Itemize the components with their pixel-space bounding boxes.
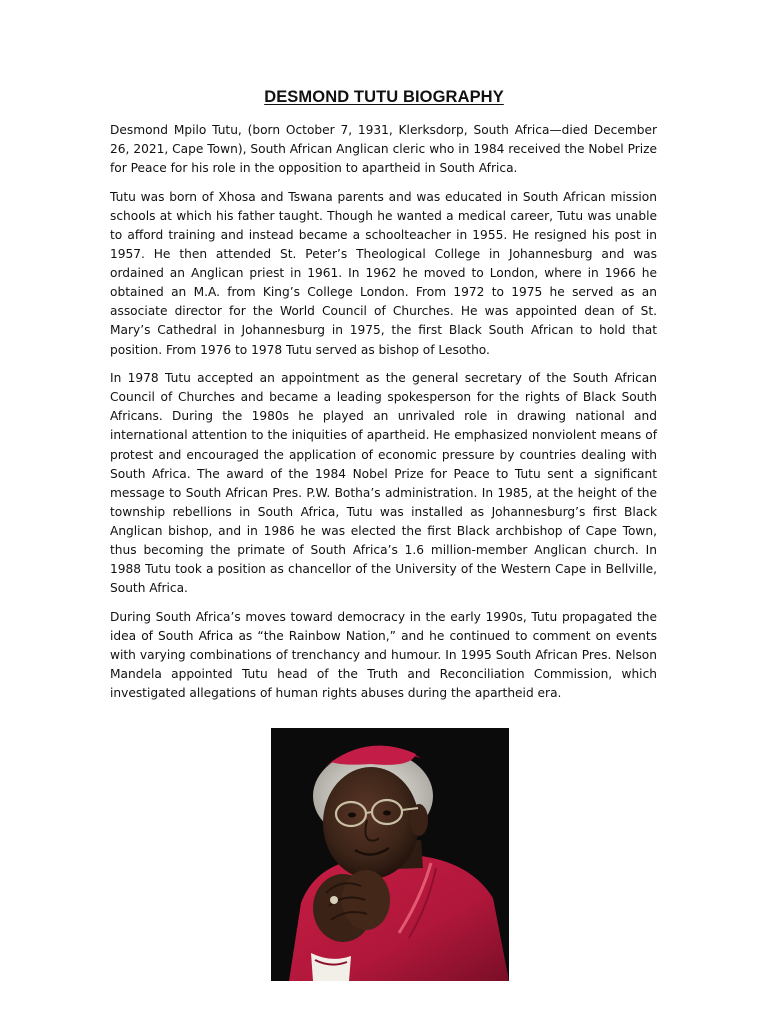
paragraph-early-life: Tutu was born of Xhosa and Tswana parents and was educated in South African mission schools at which his father taught. Though he wanted a medical career, Tutu was unable to afford training and instead became a schoolteacher in 1955. He resigned his post in 1957. He then attended St. Peter’s Theological College in Johannesburg and was ordained an Anglican priest in 1961. In 1962 he moved to London, where in 1966 he obtained an M.A. from King’s College London. From 1972 to 1975 he served as an associate director for the World Council of Churches. He was appointed dean of St. Mary’s Cathedral in Johannesburg in 1975, the first Black South African to hold that position. From 1976 to 1978 Tutu served as bishop of Lesotho. [110, 189, 657, 357]
document-title: DESMOND TUTU BIOGRAPHY [264, 88, 504, 106]
document-body [110, 121, 657, 713]
paragraph-activism: In 1978 Tutu accepted an appointment as the general secretary of the South African Council of Churches and became a leading spokesperson for the rights of Black South Africans. During the 1980s he played an unrivaled role in drawing national and international attention to the iniquities of apartheid. He emphasized nonviolent means of protest and encouraged the application of economic pressure by countries dealing with South Africa. The award of the 1984 Nobel Prize for Peace to Tutu sent a significant message to South African Pres. P.W. Botha’s administration. In 1985, at the height of the township rebellions in South Africa, Tutu was installed as Johannesburg’s first Black Anglican bishop, and in 1986 he was elected the first Black archbishop of Cape Town, thus becoming the primate of South Africa’s 1.6 million-member Anglican church. In 1988 Tutu took a position as chancellor of the University of the Western Cape in Bellville, South Africa. [110, 371, 657, 596]
paragraph-democracy: During South Africa’s moves toward democracy in the early 1990s, Tutu propagated the idea of South Africa as “the Rainbow Nation,” and he continued to comment on events with varying combinations of trenchancy and humour. In 1995 South African Pres. Nelson Mandela appointed Tutu head of the Truth and Reconciliation Commission, which investigated allegations of human rights abuses during the apartheid era. [110, 609, 657, 701]
portrait-photo [271, 728, 509, 981]
paragraph-intro: Desmond Mpilo Tutu, (born October 7, 1931, Klerksdorp, South Africa—died December 26, 2021, Cape Town), South African Anglican cleric who in 1984 received the Nobel Prize for Peace for his role in the opposition to apartheid in South Africa. [110, 123, 657, 176]
